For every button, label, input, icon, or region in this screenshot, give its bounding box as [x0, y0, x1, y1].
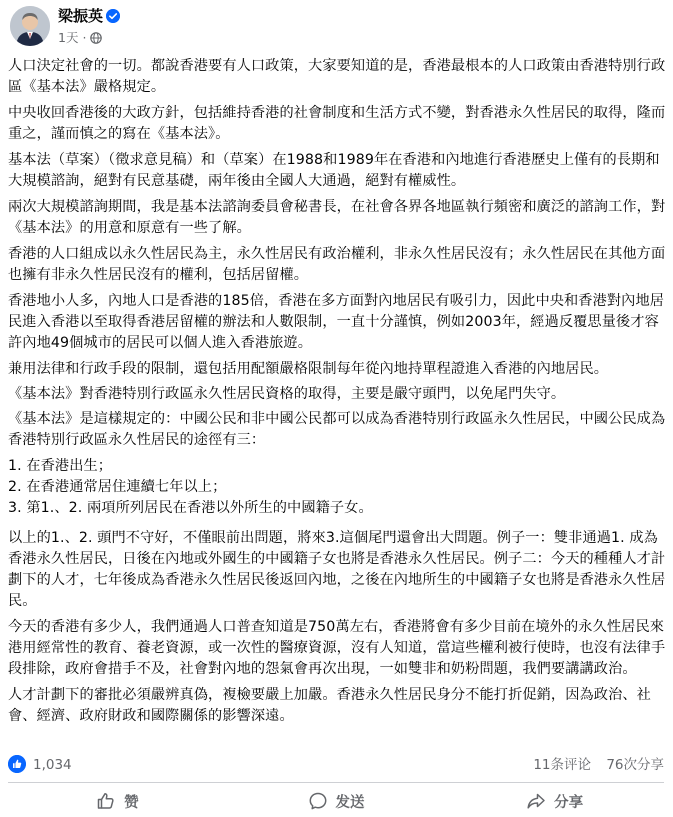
comment-button[interactable]	[227, 785, 446, 817]
post-paragraph: 以上的1.、2. 頭門不守好，不僅眼前出問題，將來3.這個尾門還會出大問題。例子一：雙非通過1. 成為香港永久性居民，日後在內地或外國生的中國籍子女也將是香港永久性居民。例子二：今天的種種人才計劃下的人才，七年後成為香港永久性居民後返回內地，之後在內地所生的中國籍子女也將是香港永久性居民。	[8, 530, 666, 609]
like-reaction-icon[interactable]	[8, 755, 26, 773]
avatar-photo	[10, 6, 50, 46]
list-item: 2. 在香港通常居住連續七年以上；	[8, 479, 227, 495]
post-paragraph: 中央收回香港後的大政方針，包括維持香港的社會制度和生活方式不變，對香港永久性居民的取得，隆而重之，謹而慎之的寫在《基本法》。	[8, 105, 666, 142]
comment-icon	[308, 791, 328, 811]
post-meta	[58, 30, 102, 46]
post-paragraph: 人才計劃下的審批必須嚴辨真偽，複檢要嚴上加嚴。香港永久性居民身分不能打折促銷，因為政治、社會、經濟、政府財政和國際關係的影響深遠。	[8, 687, 651, 724]
action-bar	[8, 785, 664, 817]
post-paragraph: 兩次大規模諮詢期間，我是基本法諮詢委員會秘書長，在社會各界各地區執行頻密和廣泛的諮詢工作，對《基本法》的用意和原意有一些了解。	[8, 199, 666, 236]
list-item: 1. 在香港出生；	[8, 458, 113, 474]
divider	[8, 782, 664, 783]
post-paragraph: 香港的人口組成以永久性居民為主，永久性居民有政治權利，非永久性居民沒有；永久性居民在其他方面也擁有非永久性居民沒有的權利，包括居留權。	[8, 246, 666, 283]
thumbs-up-icon	[96, 791, 116, 811]
stats-bar	[8, 754, 664, 776]
post-paragraph: 《基本法》對香港特別行政區永久性居民資格的取得，主要是嚴守頭門，以免尾門失守。	[8, 386, 566, 402]
comment-button-label: 发送	[335, 794, 365, 811]
avatar[interactable]	[10, 6, 50, 46]
eligibility-list	[8, 456, 668, 519]
comment-count[interactable]: 11条评论	[533, 757, 591, 773]
post-paragraph: 香港地小人多，內地人口是香港的185倍，香港在多方面對內地居民有吸引力，因此中央和香港對內地居民進入香港以至取得香港居留權的辦法和人數限制，一直十分謹慎，例如2003年，經過反覆思量後才容許內地49個城市的居民可以個人進入香港旅遊。	[8, 293, 665, 351]
author-name[interactable]: 梁振英	[58, 7, 104, 25]
share-button[interactable]	[445, 785, 664, 817]
post-paragraph: 今天的香港有多少人，我們通過人口普查知道是750萬左右，香港將會有多少目前在境外的永久性居民來港用經常性的教育、養老資源，或一次性的醫療資源，沒有人知道，當這些權利被行使時，也沒有法律手段排除，政府會措手不及，社會對內地的怨氣會再次出現，一如雙非和奶粉問題，我們要講講政治。	[8, 619, 666, 677]
reaction-count[interactable]: 1,034	[33, 757, 72, 773]
verified-icon	[106, 9, 120, 23]
post-paragraph: 《基本法》是這樣規定的：中國公民和非中國公民都可以成為香港特別行政區永久性居民，中國公民成為香港特別行政區永久性居民的途徑有三：	[8, 411, 666, 448]
like-button-label: 赞	[124, 794, 139, 811]
share-icon	[526, 791, 546, 811]
post-paragraph: 兼用法律和行政手段的限制，還包括用配額嚴格限制每年從內地持單程證進入香港的內地居民。	[8, 361, 609, 377]
globe-icon[interactable]	[90, 32, 102, 44]
share-button-label: 分享	[554, 794, 584, 811]
list-item: 3. 第1.、2. 兩項所列居民在香港以外所生的中國籍子女。	[8, 500, 373, 516]
post-paragraph: 人口決定社會的一切。都說香港要有人口政策，大家要知道的是，香港最根本的人口政策由香港特別行政區《基本法》嚴格規定。	[8, 58, 666, 95]
post-body	[8, 56, 668, 732]
share-count[interactable]: 76次分享	[606, 757, 664, 773]
post-paragraph: 基本法（草案）（徵求意見稿）和（草案）在1988和1989年在香港和內地進行香港歷史上僅有的長期和大規模諮詢，絕對有民意基礎，兩年後由全國人大通過，絕對有權威性。	[8, 152, 660, 189]
like-button[interactable]	[8, 785, 227, 817]
post-header	[0, 0, 673, 52]
meta-separator: ·	[82, 30, 87, 45]
post-timestamp[interactable]: 1天	[58, 30, 79, 45]
